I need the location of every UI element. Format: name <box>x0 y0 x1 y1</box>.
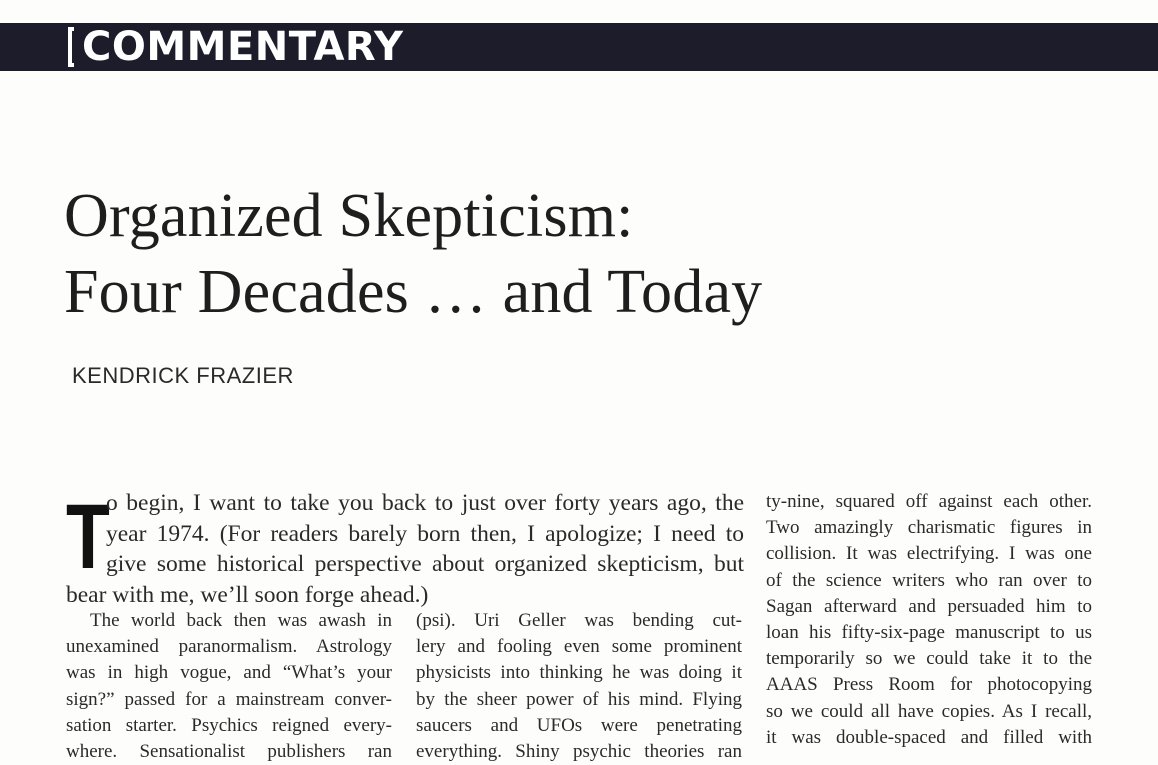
body-line: Two amazingly charismatic figures in <box>766 517 1092 539</box>
lead-line: give some historical perspective about organized skepticism, but <box>106 551 744 577</box>
body-line: lery and fooling even some prominent <box>416 636 742 658</box>
lead-line: bear with me, we’ll soon forge ahead.) <box>66 581 429 608</box>
body-line: everything. Shiny psychic theories ran <box>416 741 742 763</box>
body-line: saucers and UFOs were penetrating <box>416 714 742 736</box>
body-column-3 <box>766 489 1092 751</box>
section-header-bar <box>0 23 1158 71</box>
body-line: collision. It was electrifying. I was one <box>766 543 1092 565</box>
body-line: sation starter. Psychics reigned every- <box>66 714 392 736</box>
body-line: physicists into thinking he was doing it <box>416 662 742 684</box>
lead-line: year 1974. (For readers barely born then, I apologize; I need to <box>106 520 744 547</box>
body-line: where. Sensationalist publishers ran <box>66 741 392 763</box>
body-line: Sagan afterward and persuaded him to <box>766 595 1092 617</box>
body-line: AAAS Press Room for photocopying <box>766 674 1092 696</box>
author-byline: KENDRICK FRAZIER <box>72 363 294 388</box>
body-line: temporarily so we could take it to the <box>766 648 1092 670</box>
body-line: of the science writers who ran over to <box>766 569 1092 591</box>
article-title <box>64 178 762 330</box>
body-line: loan his fifty-six-page manuscript to us <box>766 622 1092 644</box>
body-line: by the sheer power of his mind. Flying <box>416 688 742 710</box>
lead-line: o begin, I want to take you back to just over forty years ago, the <box>106 490 744 516</box>
body-line: unexamined paranormalism. Astrology <box>66 636 392 658</box>
body-line: The world back then was awash in <box>90 610 392 631</box>
body-line: sign?” passed for a mainstream conver- <box>66 688 392 710</box>
body-line: so we could all have copies. As I recall, <box>766 700 1092 722</box>
body-line: it was double-spaced and filled with <box>766 726 1092 748</box>
body-line: ty-nine, squared off against each other. <box>766 491 1092 512</box>
body-column-1 <box>66 608 392 765</box>
body-column-2 <box>416 608 742 765</box>
drop-cap: T <box>66 486 110 588</box>
lead-paragraph <box>66 488 744 610</box>
section-bracket-mark <box>68 27 74 67</box>
body-line: was in high vogue, and “What’s your <box>66 662 392 684</box>
title-line: Organized Skepticism: <box>64 182 634 250</box>
section-label: COMMENTARY <box>82 24 404 70</box>
title-line: Four Decades … and Today <box>64 258 763 326</box>
body-line: (psi). Uri Geller was bending cut- <box>416 610 742 631</box>
